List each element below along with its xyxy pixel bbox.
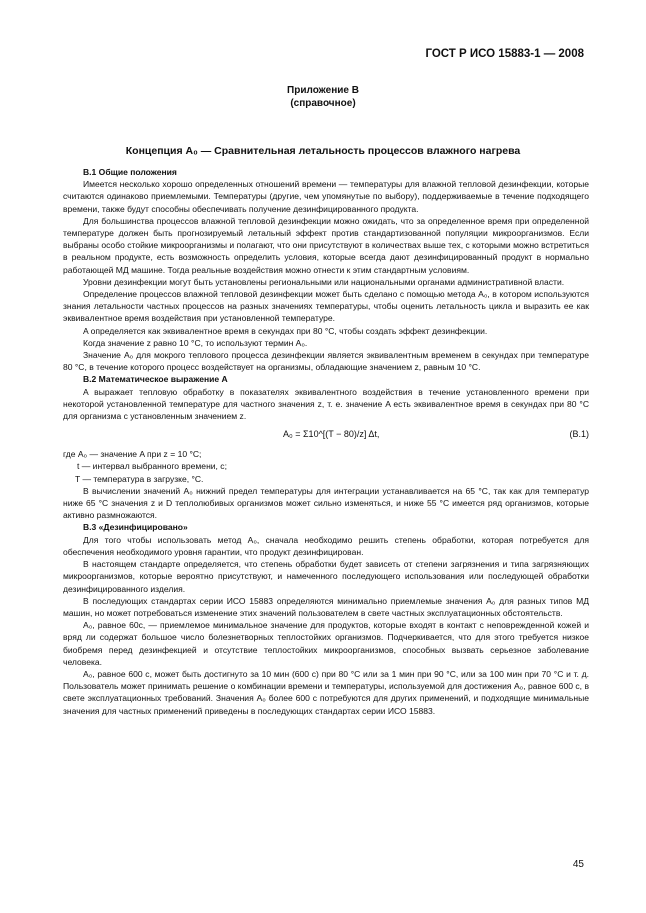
paragraph: Значение A₀ для мокрого теплового процесса дезинфекции является эквивалентным временем в секундах при температуре 80 °C, в течение которого процесс воздействует на организмы, обладающие значением z, равным 10 °C. — [63, 350, 589, 373]
formula-number: (В.1) — [569, 429, 589, 440]
paragraph: A₀, равное 600 с, может быть достигнуто за 10 мин (600 с) при 80 °C или за 1 мин при 90 °C, или за 100 мин при 70 °C и т. д. Пользователь может принимать решение о комбинации времени и температуры, используемой для достижения A₀, равное 600 с, в свете эксплуатационных требований. Значения A₀ более 600 с потребуются для других применений, и подходящие минимальные значения для частных применений приведены в последующих стандартах серии ИСО 15883. — [63, 668, 589, 716]
page-number: 45 — [572, 859, 584, 870]
paragraph: A₀, равное 60с, — приемлемое минимальное значение для продуктов, которые входят в контакт с неповрежденной кожей и вряд ли содержат большое число болезнетворных теплостойких организмов. Подчеркивается, что для этого требуется низкое биобремя перед дезинфекцией и отсутствие теплостойких микроорганизмов, способных вызвать серьезное заболевание человека. — [63, 620, 589, 667]
paragraph: A определяется как эквивалентное время в секундах при 80 °C, чтобы создать эффект дезинфекции. — [83, 325, 488, 336]
document-body — [63, 166, 589, 717]
section-heading-b1: В.1 Общие положения — [83, 167, 177, 177]
where-line: где A₀ — значение A при z = 10 °C; — [63, 449, 202, 460]
paragraph: Для того чтобы использовать метод A₀, сначала необходимо решить степень обработки, которая потребуется для обеспечения необходимого уровня гарантии, что продукт дезинфицирован. — [63, 534, 589, 557]
paragraph: В настоящем стандарте определяется, что степень обработки будет зависеть от степени загрязнения и типа загрязняющих микроорганизмов, которые вероятно присутствуют, и намеченного последующего использования или последующей обработки дезинфицированного изделия. — [63, 559, 589, 594]
paragraph: Уровни дезинфекции могут быть установлены региональными или национальными органами административной власти. — [83, 276, 565, 287]
concept-title: Концепция A₀ — Сравнительная летальность процессов влажного нагрева — [125, 145, 521, 157]
standard-header: ГОСТ Р ИСО 15883-1 — 2008 — [425, 48, 584, 60]
paragraph: A выражает тепловую обработку в показателях эквивалентного воздействия в течение установленного времени при некоторой установленной температуре для частного значения z, т. е. значение A есть эквивалентное время в секундах при 80 °C для организма с установленным значением z. — [63, 386, 589, 422]
where-line: T — температура в загрузке, °C. — [75, 473, 204, 484]
section-heading-b3: В.3 «Дезинфицировано» — [83, 522, 188, 533]
formula-block — [63, 423, 589, 445]
section-heading-b2: В.2 Математическое выражение A — [83, 374, 228, 385]
paragraph: В вычислении значений A₀ нижний предел температуры для интеграции устанавливается на 65 °C, так как для температур ниже 65 °C значения z и D теплолюбивых организмов может сильно изменяться, и ниже 55 °C имеется ряд организмов, которые активно размножаются. — [63, 485, 589, 521]
annex-title: Приложение В — [287, 85, 359, 96]
paragraph: В последующих стандартах серии ИСО 15883 определяются минимально приемлемые значения A₀ для разных типов МД машин, но может потребоваться изменение этих значений пользователем в свете частных эксплуатационных обстоятельств. — [63, 595, 589, 618]
paragraph: Имеется несколько хорошо определенных отношений времени — температуры для влажной тепловой дезинфекции, которые считаются одинаково приемлемыми. Температуры (другие, чем упомянутые по выбору), поддерживаемые в течение подходящего времени, также будут способны обеспечивать получение дезинфицированного продукта. — [63, 179, 589, 214]
paragraph: Когда значение z равно 10 °C, то используют термин A₀. — [83, 337, 308, 348]
paragraph: Определение процессов влажной тепловой дезинфекции может быть сделано с помощью метода A₀, в котором используются знания летальности частных процессов на разных значениях температуры, чтобы оценить летальность цикла и выразить ее как эквивалентное время воздействия при установленной температуре. — [63, 289, 589, 324]
paragraph: Для большинства процессов влажной тепловой дезинфекции можно ожидать, что за определенное время при определенной температуре должен быть прогнозируемый летальный эффект против стандартизованной популяции микроорганизмов. Если выбраны особо стойкие микроорганизмы и полагают, что они присутствуют в количествах выше тех, с которыми можно встретиться в реальном продукте, есть возможность определить условия, которые всегда дают дезинфицированный продукт в нормально работающей МД машине. Тогда реальные воздействия можно отнести к этим стандартным условиям. — [63, 215, 589, 275]
formula: A₀ = Σ10^[(T − 80)/z] Δt, — [283, 429, 380, 440]
annex-type: (справочное) — [290, 98, 356, 109]
where-line: t — интервал выбранного времени, с; — [77, 461, 227, 472]
